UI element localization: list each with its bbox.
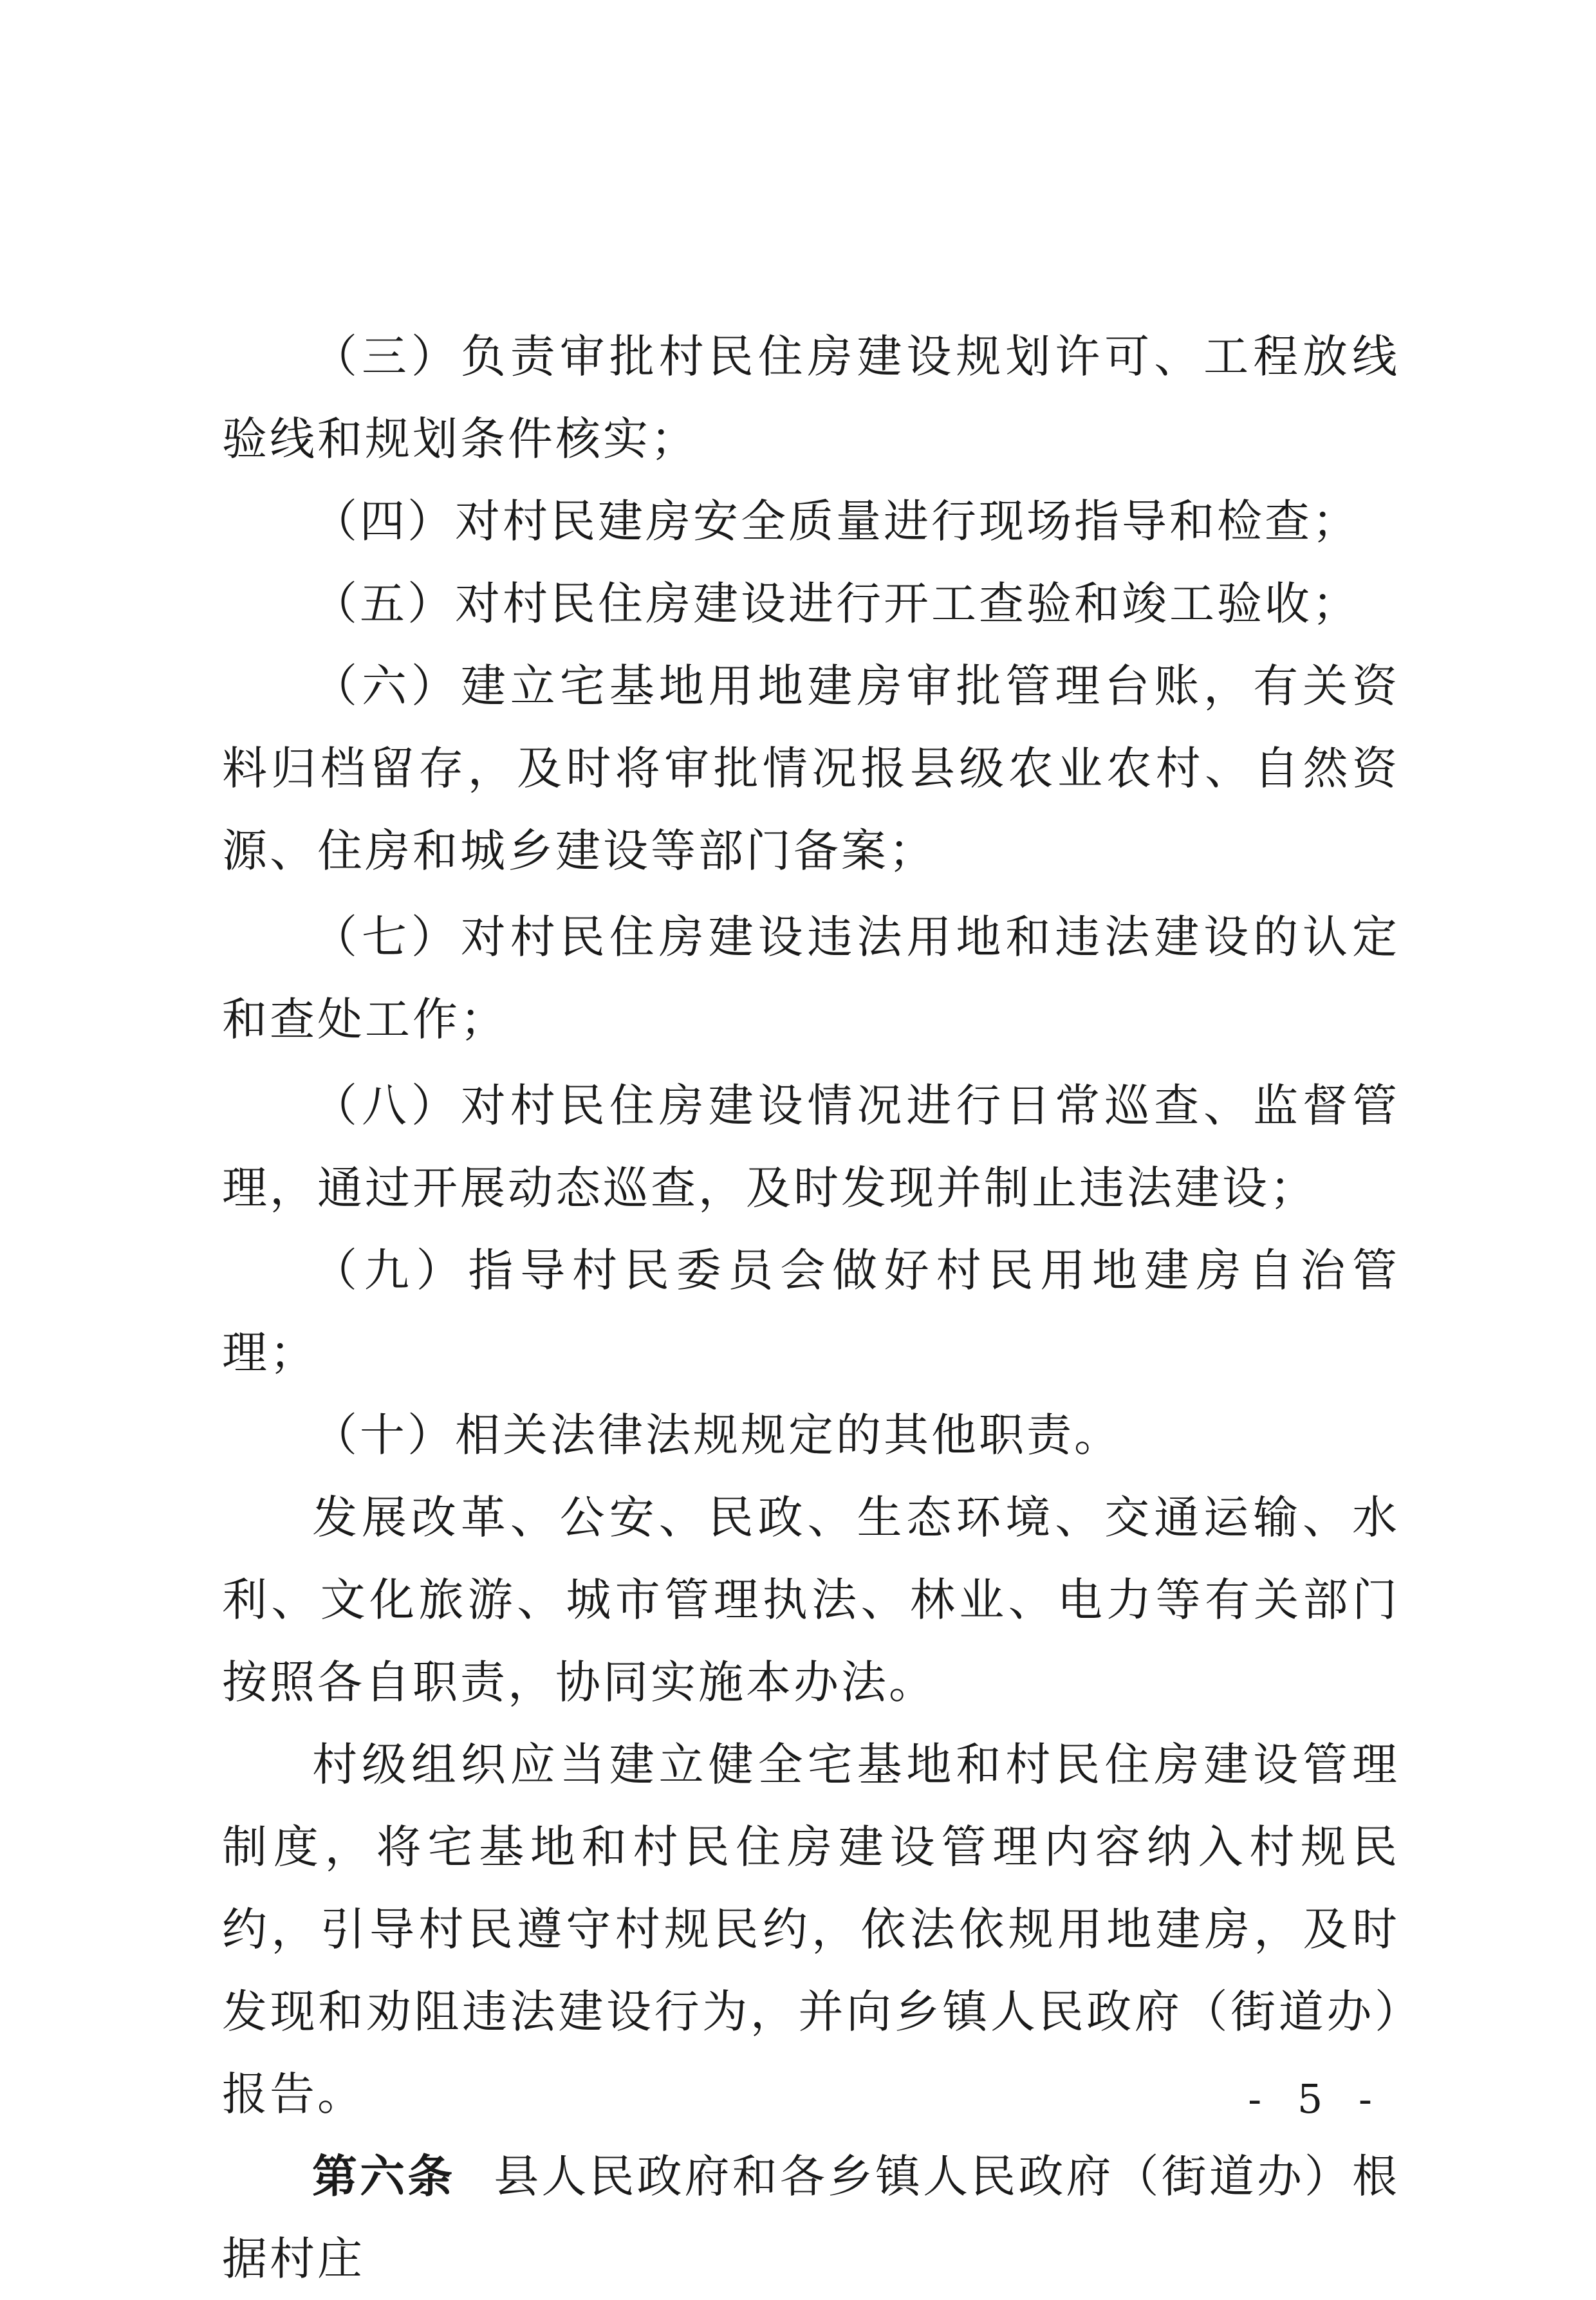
item-10-paragraph: （十）相关法律法规规定的其他职责。: [312, 1409, 1122, 1461]
item-8-paragraph: （八）对村民住房建设情况进行日常巡查、监督管理，通过开展动态巡查，及时发现并制止违法建设；: [222, 1079, 1400, 1214]
departments-paragraph: 发展改革、公安、民政、生态环境、交通运输、水利、文化旅游、城市管理执法、林业、电力等有关部门按照各自职责，协同实施本办法。: [222, 1491, 1400, 1709]
article-6-paragraph: [222, 2135, 1400, 2300]
item-9-paragraph: （九）指导村民委员会做好村民用地建房自治管理；: [222, 1244, 1400, 1379]
article-number: 第六条: [312, 2150, 456, 2203]
body-text: [222, 315, 1400, 2300]
item-5-paragraph: （五）对村民住房建设进行开工查验和竣工验收；: [312, 577, 1360, 630]
item-4-paragraph: （四）对村民建房安全质量进行现场指导和检查；: [312, 495, 1360, 548]
page-number: - 5 -: [1248, 2075, 1384, 2122]
village-organization-paragraph: 村级组织应当建立健全宅基地和村民住房建设管理制度，将宅基地和村民住房建设管理内容纳入村规民约，引导村民遵守村规民约，依法依规用地建房，及时发现和劝阻违法建设行为，并向乡镇人民政府（街道办）报告。: [222, 1738, 1400, 2120]
item-6-paragraph: （六）建立宅基地用地建房审批管理台账，有关资料归档留存，及时将审批情况报县级农业农村、自然资源、住房和城乡建设等部门备案；: [222, 660, 1400, 877]
article-text: 县人民政府和各乡镇人民政府（街道办）根据村庄: [222, 2150, 1400, 2285]
item-3-paragraph: （三）负责审批村民住房建设规划许可、工程放线验线和规划条件核实；: [222, 330, 1400, 465]
item-7-paragraph: （七）对村民住房建设违法用地和违法建设的认定和查处工作；: [222, 911, 1400, 1046]
